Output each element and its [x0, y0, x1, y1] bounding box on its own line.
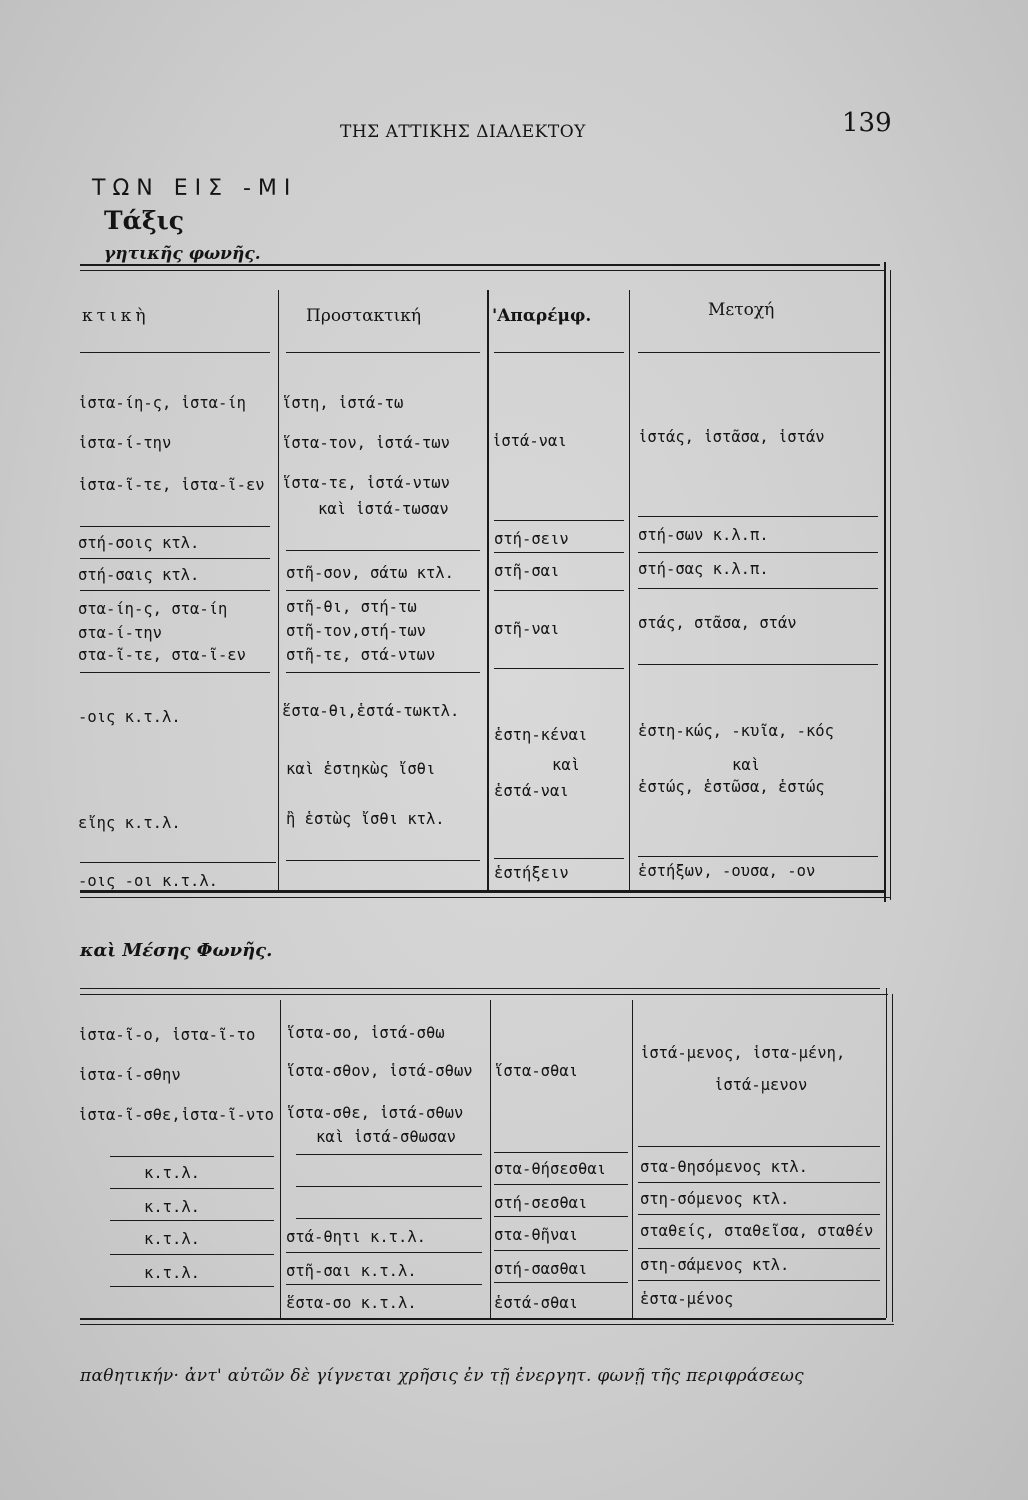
table-cell: ἑστώς, ἑστῶσα, ἑστώς: [638, 778, 825, 796]
table-cell: ἑστήξειν: [494, 864, 569, 882]
table-cell: ἱστά-μενον: [714, 1076, 808, 1094]
table-cell: -οις -οι κ.τ.λ.: [78, 872, 218, 890]
table-cell: στή-σας κ.λ.π.: [638, 560, 769, 578]
table-cell: στη-σόμενος κτλ.: [640, 1190, 790, 1208]
table-cell: στα-θῆναι: [494, 1226, 578, 1244]
table-cell: ἑστα-μένος: [640, 1290, 734, 1308]
table-cell: στα-ί-την: [78, 624, 162, 642]
table-cell: ἱστα-ῖ-τε, ἱστα-ῖ-εν: [78, 476, 265, 494]
voice-heading: γητικῆς φωνῆς.: [104, 244, 261, 264]
middle-voice-heading: καὶ Μέσης Φωνῆς.: [80, 940, 273, 961]
table-cell: στά-θητι κ.τ.λ.: [286, 1228, 426, 1246]
table-cell: ἵστα-σθον, ἱστά-σθων: [286, 1062, 473, 1080]
table-cell: καὶ: [552, 756, 580, 774]
table-cell: ἑστη-κέναι: [494, 726, 588, 744]
table-cell: στῆ-τε, στά-ντων: [286, 646, 436, 664]
table-cell: ἑστά-σθαι: [494, 1294, 578, 1312]
table-cell: στή-σασθαι: [494, 1260, 588, 1278]
table-cell: ἑστά-ναι: [494, 782, 569, 800]
page-number: 139: [842, 108, 892, 138]
table-cell: ἱστά-ναι: [492, 432, 567, 450]
table-cell: εἴης κ.τ.λ.: [78, 814, 181, 832]
table-cell: ἱστα-ῖ-σθε,ἱστα-ῖ-ντο: [78, 1106, 274, 1124]
table-cell: σταθείς, σταθεῖσα, σταθέν: [640, 1222, 874, 1240]
table-cell: ἱστα-ῖ-ο, ἱστα-ῖ-το: [78, 1026, 256, 1044]
table-cell: κ.τ.λ.: [144, 1164, 200, 1182]
table-cell: στῆ-τον,στή-των: [286, 622, 426, 640]
table-cell: στα-θησόμενος κτλ.: [640, 1158, 808, 1176]
table-cell: καὶ ἱστά-τωσαν: [318, 500, 449, 518]
table-cell: στῆ-σαι: [494, 562, 560, 580]
table-cell: στή-σεσθαι: [494, 1194, 588, 1212]
table-cell: ἵστη, ἱστά-τω: [282, 394, 404, 412]
table-cell: ἵστα-σθε, ἱστά-σθων: [286, 1104, 464, 1122]
col-header-imperative: Προστακτική: [306, 306, 422, 326]
col-header-mood: κτικὴ: [82, 306, 150, 326]
table-cell: ἱστα-ί-την: [78, 434, 172, 452]
table-cell: ἑστήξων, -ουσα, -ον: [638, 862, 816, 880]
table-cell: στα-ῖ-τε, στα-ῖ-εν: [78, 646, 246, 664]
table-cell: ἱστα-ίη-ς, ἱστα-ίη: [78, 394, 246, 412]
table-cell: κ.τ.λ.: [144, 1230, 200, 1248]
table-cell: ἵστα-σθαι: [494, 1062, 578, 1080]
section-title: ΤΩΝ ΕΙΣ -ΜΙ: [92, 176, 298, 201]
table-cell: στῆ-σον, σάτω κτλ.: [286, 564, 454, 582]
taxis-heading: Τάξις: [104, 206, 184, 235]
table-cell: στῆ-ναι: [494, 620, 560, 638]
table-cell: στάς, στᾶσα, στάν: [638, 614, 797, 632]
table-cell: -οις κ.τ.λ.: [78, 708, 181, 726]
table-cell: στή-σων κ.λ.π.: [638, 526, 769, 544]
table-cell: στή-σοις κτλ.: [78, 534, 200, 552]
table-cell: ἑστη-κώς, -κυῖα, -κός: [638, 722, 834, 740]
table-cell: καὶ ἑστηκὼς ἴσθι: [286, 760, 436, 778]
col-header-participle: Μετοχή: [708, 300, 775, 320]
table-cell: ἵστα-τε, ἱστά-ντων: [282, 474, 450, 492]
table-cell: στη-σάμενος κτλ.: [640, 1256, 790, 1274]
table-cell: ἱστα-ί-σθην: [78, 1066, 181, 1084]
table-cell: ἢ ἑστὼς ἴσθι κτλ.: [286, 810, 445, 828]
table-cell: κ.τ.λ.: [144, 1264, 200, 1282]
footer-text: παθητικήν· ἀντ' αὐτῶν δὲ γίγνεται χρῆσις ἐν τῇ ἐνεργητ. φωνῇ τῆς περιφράσεως: [80, 1366, 804, 1386]
table-cell: ἕστα-θι,ἑστά-τωκτλ.: [282, 702, 460, 720]
table-cell: ἵστα-σο, ἱστά-σθω: [286, 1024, 445, 1042]
table-cell: ἱστάς, ἱστᾶσα, ἱστάν: [638, 428, 825, 446]
table-cell: στῆ-θι, στή-τω: [286, 598, 417, 616]
table-cell: ἵστα-τον, ἱστά-των: [282, 434, 450, 452]
running-head: ΤΗΣ ΑΤΤΙΚΗΣ ΔΙΑΛΕΚΤΟΥ: [340, 122, 586, 142]
table-cell: στή-σειν: [494, 530, 569, 548]
table-cell: στα-ίη-ς, στα-ίη: [78, 600, 228, 618]
table-cell: στή-σαις κτλ.: [78, 566, 200, 584]
table-cell: ἕστα-σο κ.τ.λ.: [286, 1294, 417, 1312]
table-cell: καὶ ἱστά-σθωσαν: [316, 1128, 456, 1146]
table-cell: στῆ-σαι κ.τ.λ.: [286, 1262, 417, 1280]
table-cell: στα-θήσεσθαι: [494, 1160, 606, 1178]
table-cell: ἱστά-μενος, ἱστα-μένη,: [640, 1044, 846, 1062]
col-header-infinitive: 'Απαρέμφ.: [492, 306, 592, 326]
table-cell: καὶ: [732, 756, 760, 774]
table-cell: κ.τ.λ.: [144, 1198, 200, 1216]
